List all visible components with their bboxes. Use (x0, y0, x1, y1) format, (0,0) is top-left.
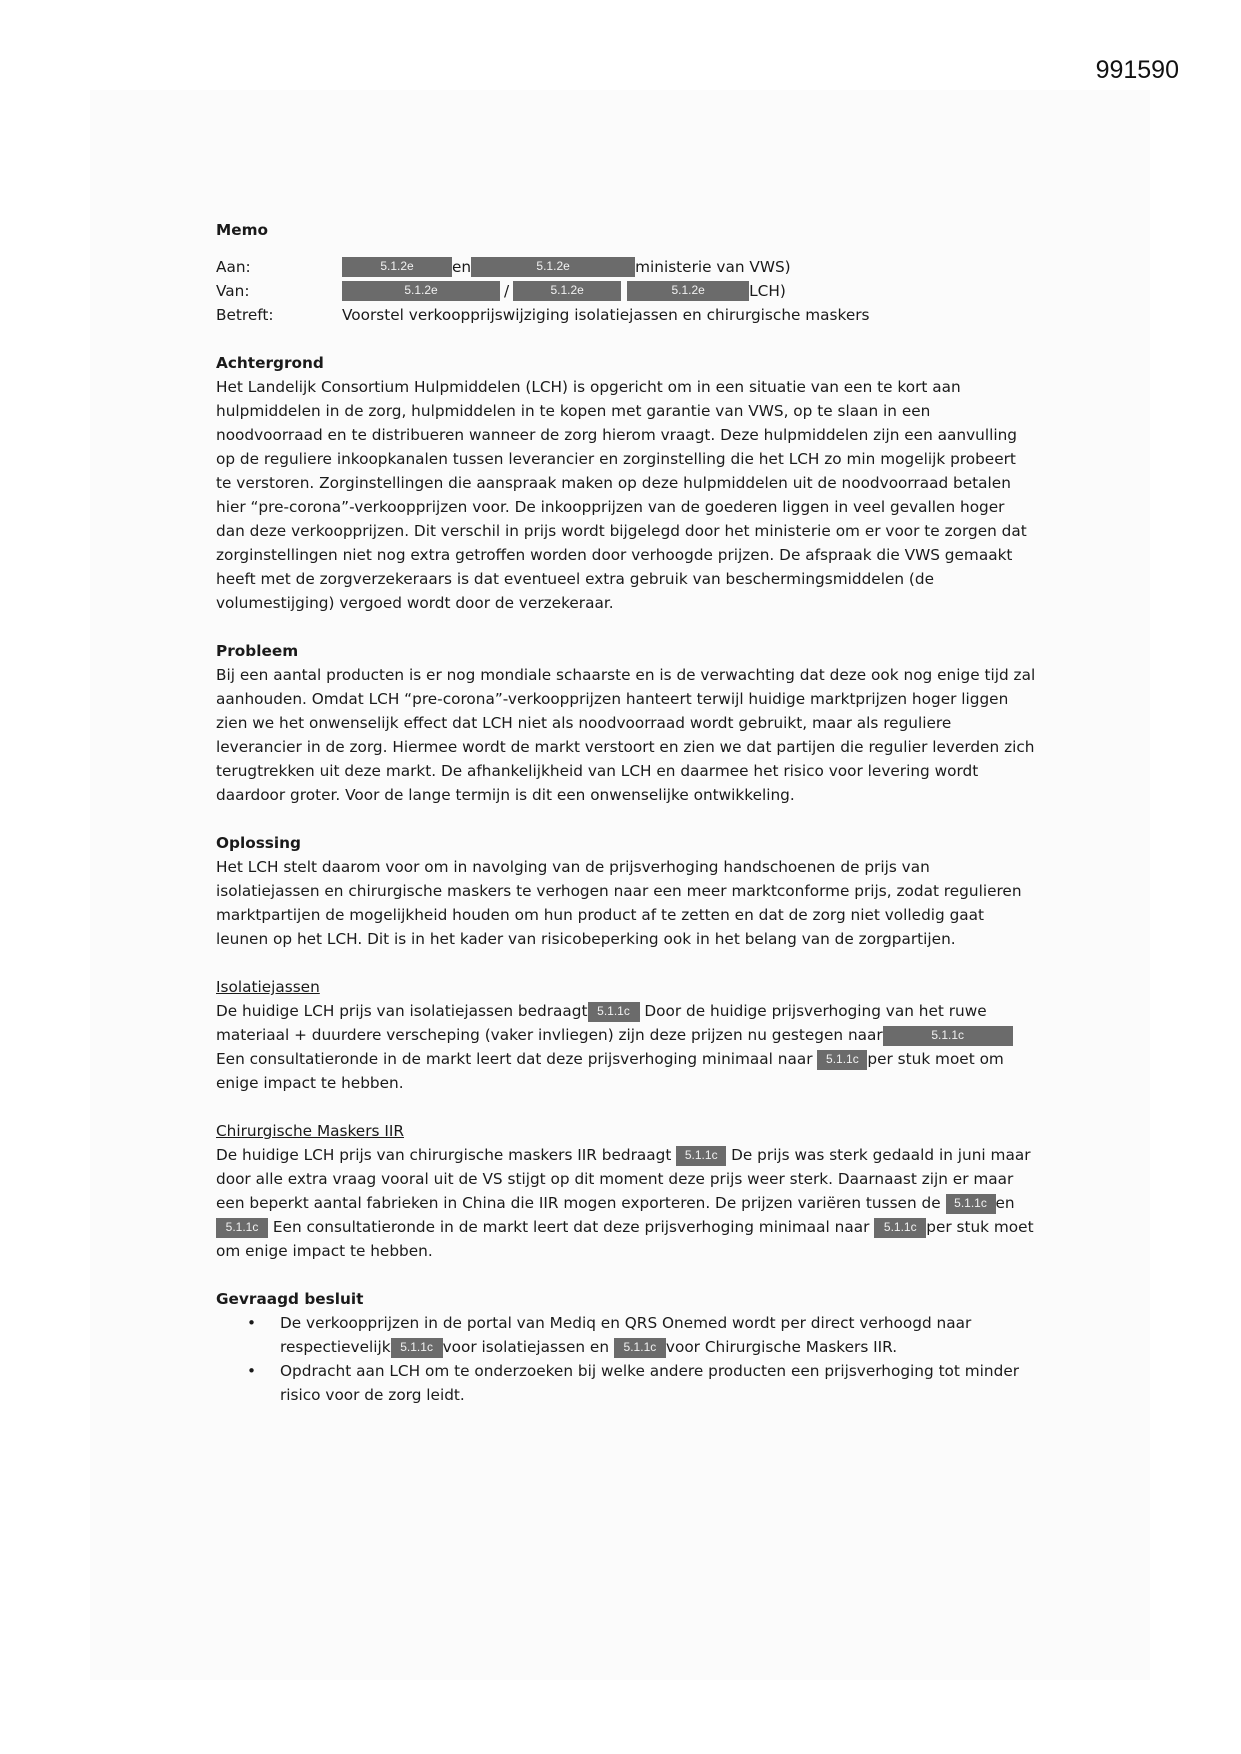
solution-text: Het LCH stelt daarom voor om in navolging van de prijsverhoging handschoenen de prijs van isolatiejassen en chirurgische maskers te verhogen naar een meer marktconforme prijs, zodat regulieren marktpartijen de mogelijkheid houden om hun product af te zetten en dat de zorg niet volledig gaat leunen op het LCH. Dit is in het kader van risicobeperking ook in het belang van de zorgpartijen. (216, 858, 1022, 948)
redaction-box: 5.1.1c (588, 1002, 640, 1022)
solution-heading: Oplossing (216, 834, 301, 852)
subject-row (216, 303, 1036, 327)
document-number: 991590 (1095, 56, 1179, 84)
decision-item-1-text-1: De verkoopprijzen in de portal van Mediq en QRS Onemed wordt per direct verhoogd naar respectievelijk (280, 1314, 972, 1356)
background-heading: Achtergrond (216, 354, 324, 372)
to-and: en (452, 258, 472, 276)
redaction-box: 5.1.2e (627, 281, 749, 301)
redaction-box: 5.1.2e (342, 281, 500, 301)
background-section (216, 351, 1036, 615)
problem-text: Bij een aantal producten is er nog mondiale schaarste en is de verwachting dat deze ook nog enige tijd zal aanhouden. Omdat LCH “pre-corona”-verkoopprijzen hanteert terwijl huidige marktprijzen hoger liggen zien we het onwenselijk effect dat LCH niet als noodvoorraad wordt gebruikt, maar als reguliere leverancier in de zorg. Hiermee wordt de markt verstoort en zien we dat partijen die regulier leverden zich terugtrekken uit deze markt. De afhankelijkheid van LCH en daarmee het risico voor levering wordt daardoor groter. Voor de lange termijn is dit een onwenselijke ontwikkeling. (216, 666, 1036, 804)
decision-item-1 (280, 1311, 1036, 1359)
masks-text (216, 1143, 1036, 1263)
decision-item-2: • Opdracht aan LCH om te onderzoeken bij welke andere producten een prijsverhoging tot minder risico voor de zorg leidt. (280, 1359, 1036, 1407)
memo-header (216, 255, 1036, 327)
memo-title: Memo (216, 221, 269, 239)
masks-text-5: per stuk moet om enige impact te hebben. (216, 1218, 1034, 1260)
redaction-box: 5.1.1c (874, 1218, 926, 1238)
decision-item-1-text-3: voor Chirurgische Maskers IIR. (665, 1338, 898, 1356)
from-suffix: LCH) (749, 282, 786, 300)
gowns-section (216, 975, 1036, 1095)
problem-heading: Probleem (216, 642, 299, 660)
from-row (216, 279, 1036, 303)
memo-page (216, 218, 1036, 1407)
from-slash: / (504, 282, 510, 300)
redaction-box: 5.1.1c (946, 1194, 996, 1214)
solution-section (216, 831, 1036, 951)
decision-section (216, 1287, 1036, 1407)
redaction-box: 5.1.1c (614, 1338, 666, 1358)
masks-text-2: De prijs was sterk gedaald in juni maar door alle extra vraag vooral uit de VS stijgt op dit moment deze prijs weer sterk. Daarnaast zijn er maar een beperkt aantal fabrieken in China die IIR mogen exporteren. De prijzen variëren tussen de (216, 1146, 1031, 1212)
masks-text-3: en (995, 1194, 1015, 1212)
gowns-text-1: De huidige LCH prijs van isolatiejassen bedraagt (216, 1002, 588, 1020)
to-row (216, 255, 1036, 279)
masks-text-4: Een consultatieronde in de markt leert dat deze prijsverhoging minimaal naar (268, 1218, 875, 1236)
redaction-box: 5.1.2e (471, 257, 635, 277)
redaction-box: 5.1.2e (342, 257, 452, 277)
masks-text-1: De huidige LCH prijs van chirurgische maskers IIR bedraagt (216, 1146, 677, 1164)
decision-item-1-text-2: voor isolatiejassen en (442, 1338, 614, 1356)
gowns-text-3: Een consultatieronde in de markt leert dat deze prijsverhoging minimaal naar (216, 1050, 818, 1068)
redaction-box: 5.1.1c (817, 1050, 867, 1070)
problem-section (216, 639, 1036, 807)
redaction-box: 5.1.1c (676, 1146, 726, 1166)
background-text: Het Landelijk Consortium Hulpmiddelen (LCH) is opgericht om in een situatie van een te kort aan hulpmiddelen in de zorg, hulpmiddelen in te kopen met garantie van VWS, op te slaan in een noodvoorraad en te distribueren wanneer de zorg hierom vraagt. Deze hulpmiddelen zijn een aanvulling op de reguliere inkoopkanalen tussen leverancier en zorginstelling die het LCH zo min mogelijk probeert te verstoren. Zorginstellingen die aanspraak maken op deze hulpmiddelen uit de noodvoorraad betalen hier “pre-corona”-verkoopprijzen voor. De inkoopprijzen van de goederen liggen in veel gevallen hoger dan deze verkoopprijzen. Dit verschil in prijs wordt bijgelegd door het ministerie om er voor te zorgen dat zorginstellingen niet nog extra getroffen worden door verhoogde prijzen. De afspraak die VWS gemaakt heeft met de zorgverzekeraars is dat eventueel extra gebruik van beschermingsmiddelen (de volumestijging) vergoed wordt door de verzekeraar. (216, 378, 1027, 612)
masks-section (216, 1119, 1036, 1263)
gowns-heading: Isolatiejassen (216, 978, 320, 996)
from-label: Van: (216, 282, 250, 300)
redaction-box: 5.1.1c (216, 1218, 268, 1238)
gowns-text (216, 999, 1036, 1095)
gowns-text-4: per stuk moet om enige impact te hebben. (216, 1050, 1004, 1092)
redaction-box: 5.1.2e (513, 281, 621, 301)
decision-heading: Gevraagd besluit (216, 1290, 364, 1308)
redaction-box: 5.1.1c (391, 1338, 443, 1358)
to-label: Aan: (216, 258, 251, 276)
masks-heading: Chirurgische Maskers IIR (216, 1122, 404, 1140)
redaction-box: 5.1.1c (883, 1026, 1013, 1046)
subject-value: Voorstel verkoopprijswijziging isolatiejassen en chirurgische maskers (342, 306, 870, 324)
decision-list (216, 1311, 1036, 1407)
gowns-text-2: Door de huidige prijsverhoging van het ruwe materiaal + duurdere verscheping (vaker invliegen) zijn deze prijzen nu gestegen naar (216, 1002, 987, 1044)
subject-label: Betreft: (216, 306, 274, 324)
to-suffix: ministerie van VWS) (635, 258, 791, 276)
